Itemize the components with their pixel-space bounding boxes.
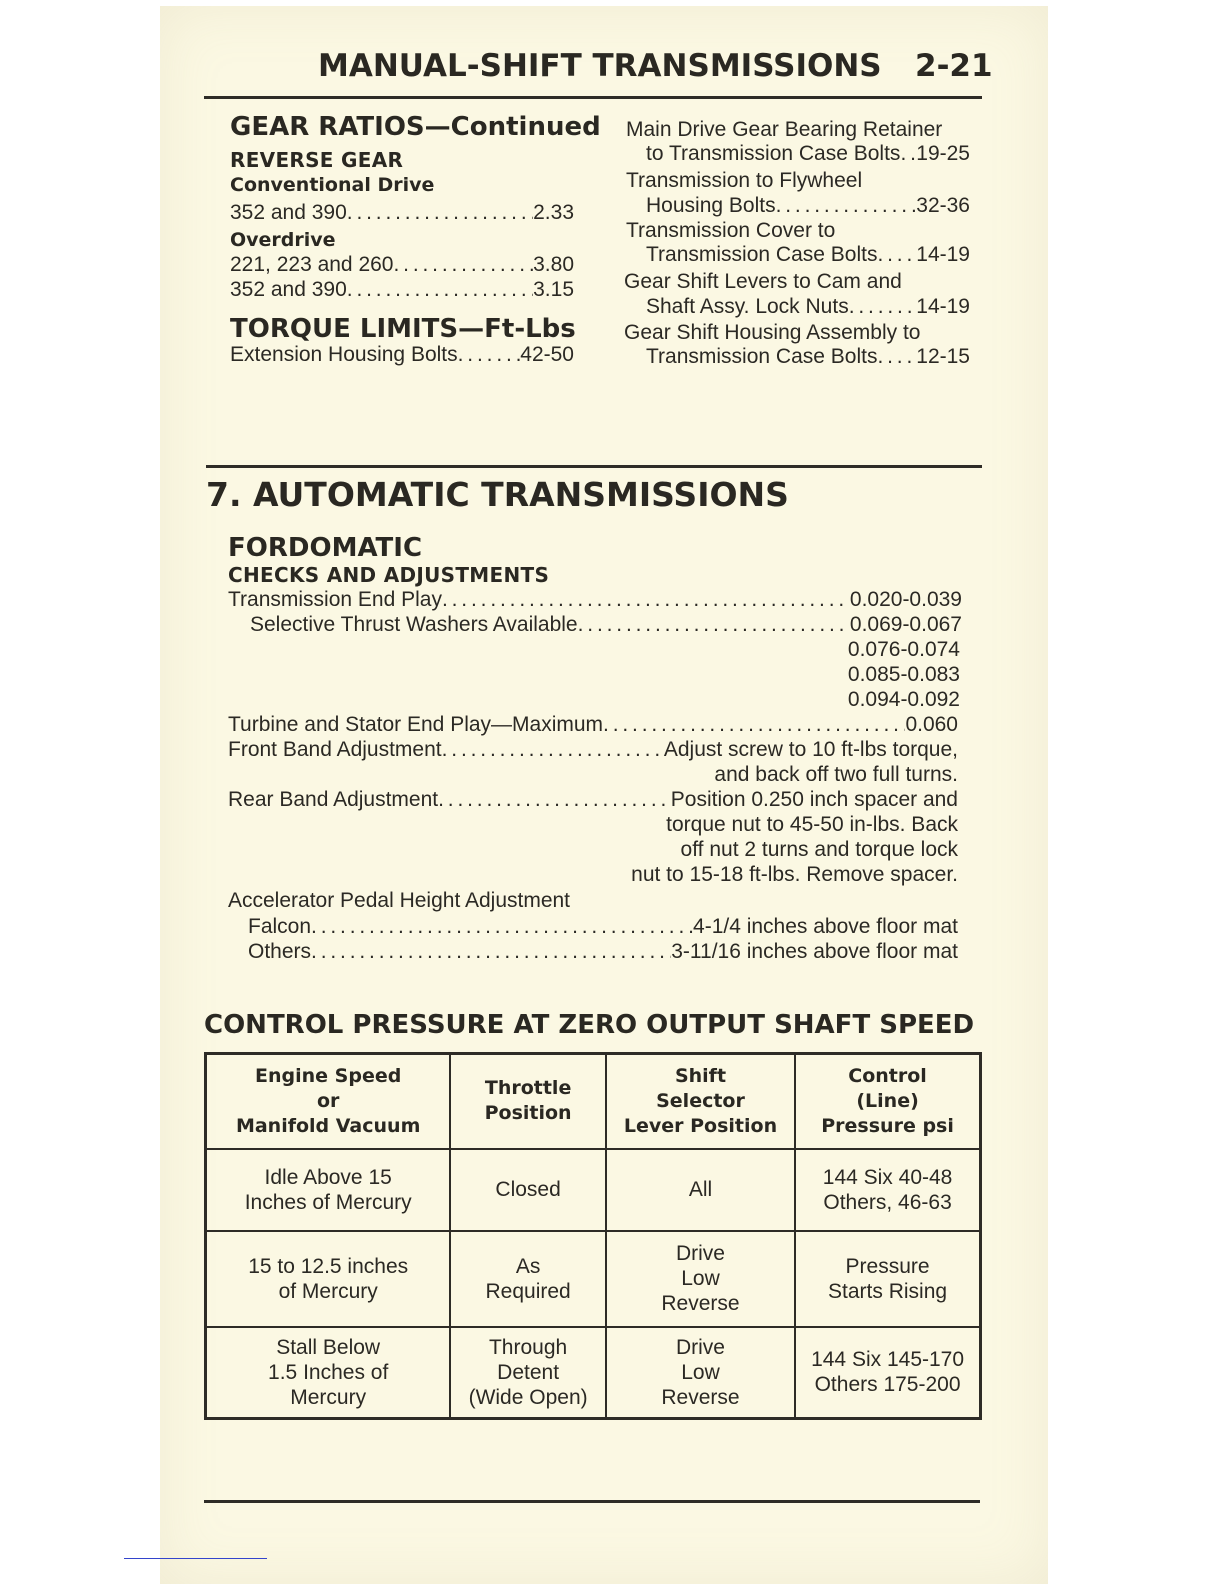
page-title: MANUAL-SHIFT TRANSMISSIONS xyxy=(318,48,882,84)
list-item-value: 3.80 xyxy=(533,253,574,276)
torque-limits-heading: TORQUE LIMITS—Ft-Lbs xyxy=(230,314,576,344)
table-cell: As Required xyxy=(450,1231,606,1327)
list-item-value: 42-50 xyxy=(520,343,574,366)
list-item xyxy=(228,788,958,812)
leader-dots xyxy=(458,343,521,367)
column-header: Control (Line) Pressure psi xyxy=(795,1054,980,1149)
list-item xyxy=(230,201,574,225)
leader-dots xyxy=(900,142,916,166)
header-rule xyxy=(204,96,982,99)
leader-dots xyxy=(438,788,671,812)
list-item-label: Selective Thrust Washers Available xyxy=(250,613,578,636)
accel-heading: Accelerator Pedal Height Adjustment xyxy=(228,889,571,912)
column-header: Engine Speed or Manifold Vacuum xyxy=(206,1054,451,1149)
list-item-value: torque nut to 45-50 in-lbs. Back xyxy=(666,813,958,836)
list-item xyxy=(230,278,574,302)
list-item-value: 0.060 xyxy=(905,713,958,736)
list-item-label: Front Band Adjustment xyxy=(228,738,442,761)
page-number: 2-21 xyxy=(915,48,993,84)
list-item-label: 221, 223 and 260 xyxy=(230,253,394,276)
list-item-value: 0.020-0.039 xyxy=(849,588,962,611)
list-item-label: 352 and 390 xyxy=(230,278,347,301)
column-header: Throttle Position xyxy=(450,1054,606,1149)
list-item xyxy=(228,588,962,612)
reverse-gear-heading: REVERSE GEAR xyxy=(230,148,404,172)
list-item-label: Transmission Case Bolts xyxy=(646,345,878,368)
list-item-label: Rear Band Adjustment xyxy=(228,788,439,811)
leader-dots xyxy=(442,738,664,762)
list-item xyxy=(646,295,970,319)
fordomatic-heading: FORDOMATIC xyxy=(228,533,423,563)
table-cell: Drive Low Reverse xyxy=(606,1231,795,1327)
table-cell: 15 to 12.5 inches of Mercury xyxy=(206,1231,451,1327)
list-item xyxy=(646,243,970,267)
table-row xyxy=(206,1231,981,1327)
list-item-value: 14-19 xyxy=(916,243,970,266)
edge-line xyxy=(124,1558,267,1559)
section-title: 7. AUTOMATIC TRANSMISSIONS xyxy=(206,475,789,514)
conventional-drive-heading: Conventional Drive xyxy=(230,174,435,196)
list-item-value: 4-1/4 inches above floor mat xyxy=(693,915,958,938)
list-item-value: 0.085-0.083 xyxy=(847,663,960,686)
leader-dots xyxy=(603,713,905,737)
list-item-value: 3.15 xyxy=(533,278,574,301)
list-item xyxy=(228,738,958,762)
table-header-row xyxy=(206,1054,981,1149)
list-item xyxy=(646,142,970,166)
list-item xyxy=(646,345,970,369)
table-cell: 144 Six 40-48 Others, 46-63 xyxy=(795,1149,980,1231)
list-item-value: 0.076-0.074 xyxy=(847,638,960,661)
leader-dots xyxy=(311,940,671,964)
list-item-value: nut to 15-18 ft-lbs. Remove spacer. xyxy=(631,863,958,886)
list-item xyxy=(250,613,962,637)
list-item-label: Housing Bolts xyxy=(646,194,776,217)
list-item-label: Falcon xyxy=(248,915,312,938)
torque-item-line1: Transmission to Flywheel xyxy=(626,169,863,192)
list-item-value: 3-11/16 inches above floor mat xyxy=(671,940,958,963)
list-item-value: 2.33 xyxy=(533,201,574,224)
leader-dots xyxy=(877,243,916,267)
list-item-label: Turbine and Stator End Play—Maximum xyxy=(228,713,604,736)
list-item xyxy=(230,343,574,367)
leader-dots xyxy=(347,278,533,302)
table-cell: All xyxy=(606,1149,795,1231)
list-item-value: off nut 2 turns and torque lock xyxy=(680,838,958,861)
torque-item-line1: Gear Shift Housing Assembly to xyxy=(624,321,921,344)
list-item xyxy=(248,940,958,964)
list-item-label: to Transmission Case Bolts xyxy=(646,142,901,165)
gear-ratios-heading: GEAR RATIOS—Continued xyxy=(230,112,601,142)
list-item-label: Shaft Assy. Lock Nuts xyxy=(646,295,849,318)
list-item-value: and back off two full turns. xyxy=(714,763,958,786)
control-pressure-table xyxy=(204,1052,982,1420)
leader-dots xyxy=(442,588,850,612)
control-pressure-title: CONTROL PRESSURE AT ZERO OUTPUT SHAFT SPEED xyxy=(204,1010,975,1040)
list-item-value: Position 0.250 inch spacer and xyxy=(670,788,958,811)
list-item-label: Extension Housing Bolts xyxy=(230,343,458,366)
footer-rule xyxy=(204,1500,980,1503)
list-item-label: Others xyxy=(248,940,312,963)
list-item-value: 0.094-0.092 xyxy=(847,688,960,711)
table-cell: Pressure Starts Rising xyxy=(795,1231,980,1327)
table-cell: Drive Low Reverse xyxy=(606,1327,795,1419)
list-item-value: 14-19 xyxy=(916,295,970,318)
table-cell: Through Detent (Wide Open) xyxy=(450,1327,606,1419)
table-cell: Stall Below 1.5 Inches of Mercury xyxy=(206,1327,451,1419)
leader-dots xyxy=(311,915,693,939)
table-cell: 144 Six 145-170 Others 175-200 xyxy=(795,1327,980,1419)
leader-dots xyxy=(776,194,917,218)
overdrive-heading: Overdrive xyxy=(230,229,336,251)
list-item-value: Adjust screw to 10 ft-lbs torque, xyxy=(663,738,958,761)
list-item xyxy=(228,713,958,737)
table-cell: Idle Above 15 Inches of Mercury xyxy=(206,1149,451,1231)
leader-dots xyxy=(578,613,850,637)
table-row xyxy=(206,1327,981,1419)
list-item xyxy=(646,194,970,218)
torque-item-line1: Main Drive Gear Bearing Retainer xyxy=(626,118,943,141)
section-rule xyxy=(206,465,982,468)
list-item xyxy=(230,253,574,277)
table-row xyxy=(206,1149,981,1231)
leader-dots xyxy=(394,253,534,277)
leader-dots xyxy=(877,345,916,369)
list-item-label: Transmission Case Bolts xyxy=(646,243,878,266)
leader-dots xyxy=(347,201,533,225)
list-item-label: Transmission End Play xyxy=(228,588,442,611)
list-item-value: 0.069-0.067 xyxy=(849,613,962,636)
list-item-value: 19-25 xyxy=(916,142,970,165)
torque-item-line1: Transmission Cover to xyxy=(626,219,836,242)
leader-dots xyxy=(849,295,917,319)
list-item-value: 12-15 xyxy=(916,345,970,368)
torque-item-line1: Gear Shift Levers to Cam and xyxy=(624,270,902,293)
list-item xyxy=(248,915,958,939)
list-item-label: 352 and 390 xyxy=(230,201,347,224)
table-cell: Closed xyxy=(450,1149,606,1231)
checks-heading: CHECKS AND ADJUSTMENTS xyxy=(228,563,550,587)
list-item-value: 32-36 xyxy=(916,194,970,217)
column-header: Shift Selector Lever Position xyxy=(606,1054,795,1149)
